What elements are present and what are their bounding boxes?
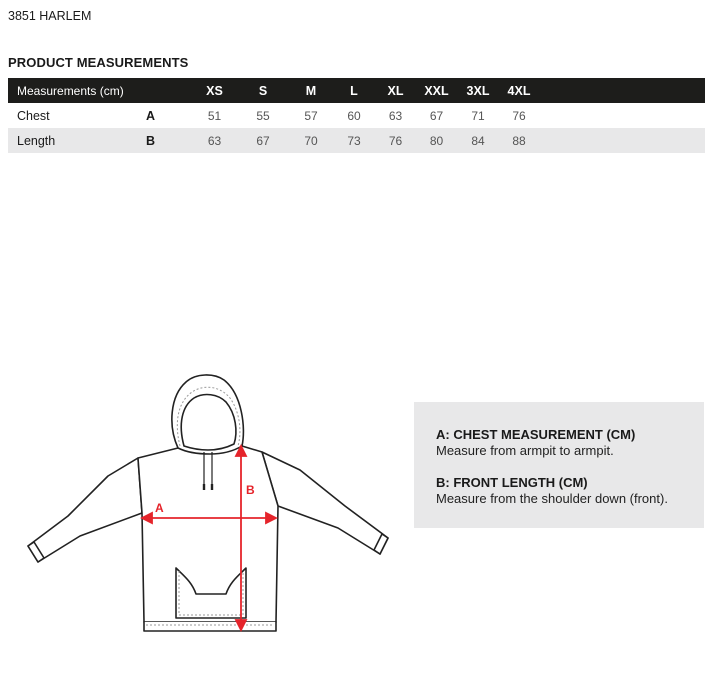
size-header: S xyxy=(234,78,292,103)
table-cell: 70 xyxy=(292,128,330,153)
length-info-desc: Measure from the shoulder down (front). xyxy=(436,491,668,506)
table-header-row xyxy=(8,78,705,103)
section-title: PRODUCT MEASUREMENTS xyxy=(8,55,189,70)
header-spacer xyxy=(145,78,195,103)
table-cell: 67 xyxy=(429,108,444,123)
row-label: Length xyxy=(8,128,145,153)
table-cell: 63 xyxy=(195,128,234,153)
table-row xyxy=(8,128,705,153)
table-cell: 63 xyxy=(388,108,403,123)
waistband xyxy=(144,622,276,631)
size-header: XL xyxy=(378,78,413,103)
table-cell: 73 xyxy=(330,128,378,153)
size-header: 3XL xyxy=(460,78,496,103)
length-info-title: B: FRONT LENGTH (CM) xyxy=(436,475,588,490)
table-row xyxy=(8,103,705,128)
hoodie-diagram xyxy=(20,366,395,638)
row-code: A xyxy=(146,108,156,123)
table-cell: 55 xyxy=(256,108,270,123)
row-code: B xyxy=(145,128,195,153)
table-cell-empty xyxy=(542,103,705,128)
chest-info-desc: Measure from armpit to armpit. xyxy=(436,443,614,458)
table-cell: 76 xyxy=(512,108,526,123)
header-spacer xyxy=(542,78,705,103)
row-label: Chest xyxy=(17,108,50,123)
table-cell: 60 xyxy=(347,108,361,123)
size-header: 4XL xyxy=(496,78,542,103)
right-sleeve xyxy=(262,452,388,554)
table-cell: 51 xyxy=(207,108,222,123)
table-cell: 71 xyxy=(471,108,485,123)
table-cell: 84 xyxy=(460,128,496,153)
product-name: 3851 HARLEM xyxy=(8,9,92,23)
table-cell: 57 xyxy=(304,108,318,123)
table-cell-empty xyxy=(542,128,705,153)
size-header: XXL xyxy=(413,78,460,103)
measurement-info-box xyxy=(414,402,704,528)
size-header: XS xyxy=(195,78,234,103)
size-header: M xyxy=(292,78,330,103)
table-cell: 67 xyxy=(234,128,292,153)
table-cell: 88 xyxy=(496,128,542,153)
chest-info-title: A: CHEST MEASUREMENT (CM) xyxy=(436,427,636,442)
size-header: L xyxy=(330,78,378,103)
header-label: Measurements (cm) xyxy=(8,78,145,103)
marker-a: A xyxy=(155,501,164,515)
measurements-table xyxy=(8,78,705,153)
table-cell: 76 xyxy=(378,128,413,153)
table-cell: 80 xyxy=(413,128,460,153)
left-sleeve xyxy=(28,458,142,562)
marker-b: B xyxy=(246,483,255,497)
